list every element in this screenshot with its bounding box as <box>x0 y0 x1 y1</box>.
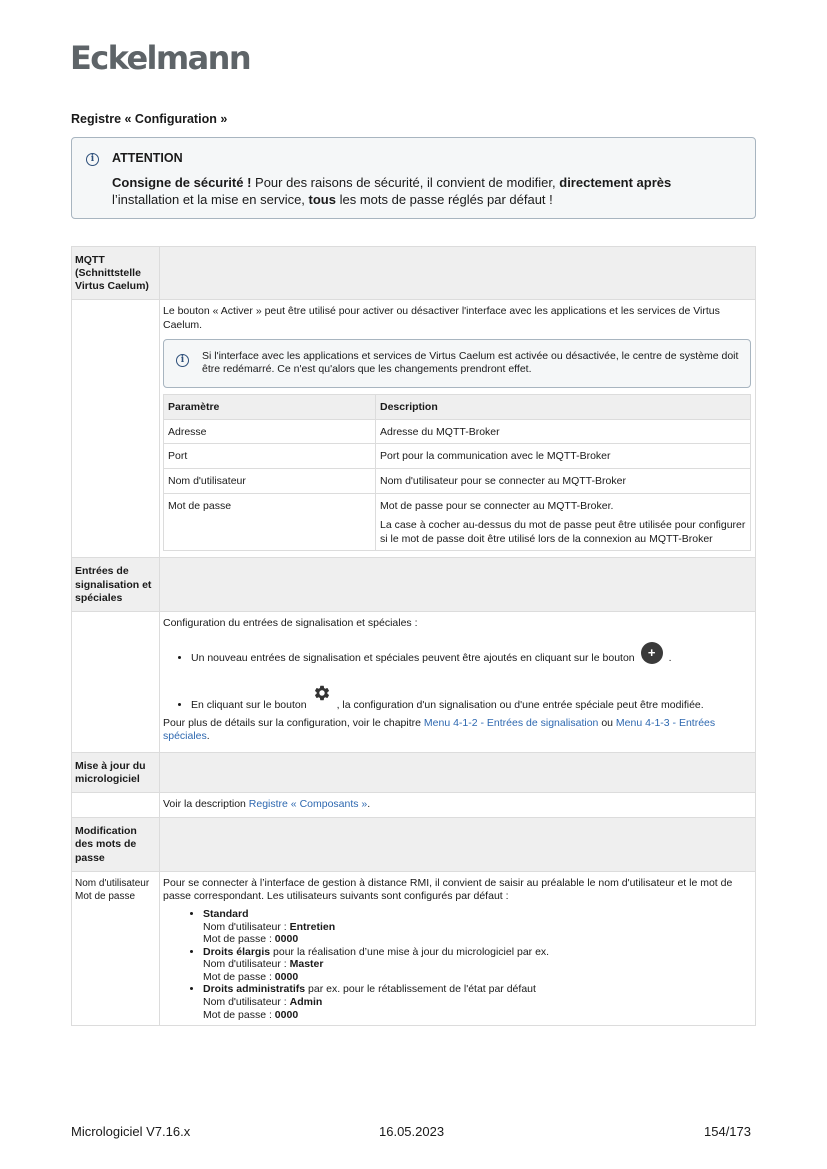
footer-date: 16.05.2023 <box>379 1124 445 1139</box>
plus-circle-icon: + <box>641 642 663 664</box>
list-item: • Droits élargis pour la réalisation d’une mise à jour du micrologiciel par ex. Nom d'utilisateur : Master Mot de passe : 0000 <box>203 946 751 984</box>
sublabel-username: Nom d'utilisateur <box>75 877 150 889</box>
section-title: Registre « Configuration » <box>71 112 228 126</box>
logo: Eckelmann <box>70 39 251 77</box>
mqtt-label: MQTT (Schnittstelle Virtus Caelum) <box>72 247 160 300</box>
mqtt-note: i Si l'interface avec les applications et services de Virtus Caelum est activée ou désactivée, le centre de système doit être redémarré. Ce n'est qu'alors que les changements prendront effet. <box>163 339 751 388</box>
passwords-content <box>160 871 756 1026</box>
attention-panel <box>71 137 756 219</box>
info-icon: i <box>176 354 189 367</box>
mqtt-description: Le bouton « Activer » peut être utilisé pour activer ou désactiver l'interface avec les applications et les services de Virtus Caelum. <box>163 305 720 332</box>
passwords-label: Modification des mots de passe <box>72 818 160 871</box>
firmware-label: Mise à jour du micrologiciel <box>72 753 160 793</box>
col-header-desc: Description <box>376 394 751 419</box>
entrees-intro: Configuration du entrées de signalisation et spéciales : <box>163 616 418 629</box>
firmware-content: Voir la description Registre « Composants ». <box>160 793 756 818</box>
list-item: • Un nouveau entrées de signalisation et spéciales peuvent être ajoutés en cliquant sur le bouton + . <box>191 642 751 666</box>
attention-text: Consigne de sécurité ! Pour des raisons de sécurité, il convient de modifier, directement après l’installation et la mise en service, tous les mots de passe réglés par défaut ! <box>112 174 672 208</box>
list-item: • Standard Nom d'utilisateur : Entretien Mot de passe : 0000 <box>203 908 751 946</box>
entrees-details: Pour plus de détails sur la configuration, voir le chapitre Menu 4-1-2 - Entrées de signalisation ou Menu 4-1-3 - Entrées spéciales. <box>163 716 716 743</box>
list-item: • En cliquant sur le bouton , la configuration d'un signalisation ou d'une entrée spéciale peut être modifiée. <box>191 684 751 713</box>
configuration-table <box>71 246 756 1026</box>
table-row: Port Port pour la communication avec le MQTT-Broker <box>164 444 751 469</box>
table-row: Nom d'utilisateur Nom d'utilisateur pour se connecter au MQTT-Broker <box>164 468 751 493</box>
entrees-label: Entrées de signalisation et spéciales <box>72 558 160 611</box>
table-row: Adresse Adresse du MQTT-Broker <box>164 419 751 444</box>
mqtt-content <box>160 300 756 558</box>
link-menu-4-1-3[interactable]: Menu 4-1-3 - Entrées spéciales <box>163 716 716 743</box>
link-registre-composants[interactable]: Registre « Composants » <box>248 798 368 811</box>
col-header-param: Paramètre <box>164 394 376 419</box>
gear-icon <box>313 684 331 707</box>
table-row: Mot de passe Mot de passe pour se connecter au MQTT-Broker. La case à cocher au-dessus du mot de passe peut être utilisée pour configurer si le mot de passe doit être utilisé lors de la connexion au MQTT-Broker <box>164 493 751 551</box>
entrees-content <box>160 611 756 752</box>
list-item: • Droits administratifs par ex. pour le rétablissement de l'état par défaut Nom d'utilisateur : Admin Mot de passe : 0000 <box>203 983 751 1021</box>
info-icon: i <box>86 153 99 166</box>
sublabel-password: Mot de passe <box>75 890 136 902</box>
footer-version: Micrologiciel V7.16.x <box>71 1124 191 1139</box>
link-menu-4-1-2[interactable]: Menu 4-1-2 - Entrées de signalisation <box>423 716 599 729</box>
mqtt-params-table <box>163 394 751 551</box>
footer-page-number: 154/173 <box>704 1124 751 1139</box>
attention-title: ATTENTION <box>112 151 183 165</box>
passwords-intro: Pour se connecter à l’interface de gestion à distance RMI, il convient de saisir au préalable le nom d'utilisateur et le mot de passe correspondant. Les utilisateurs suivants sont configurés par défaut : <box>163 876 733 903</box>
